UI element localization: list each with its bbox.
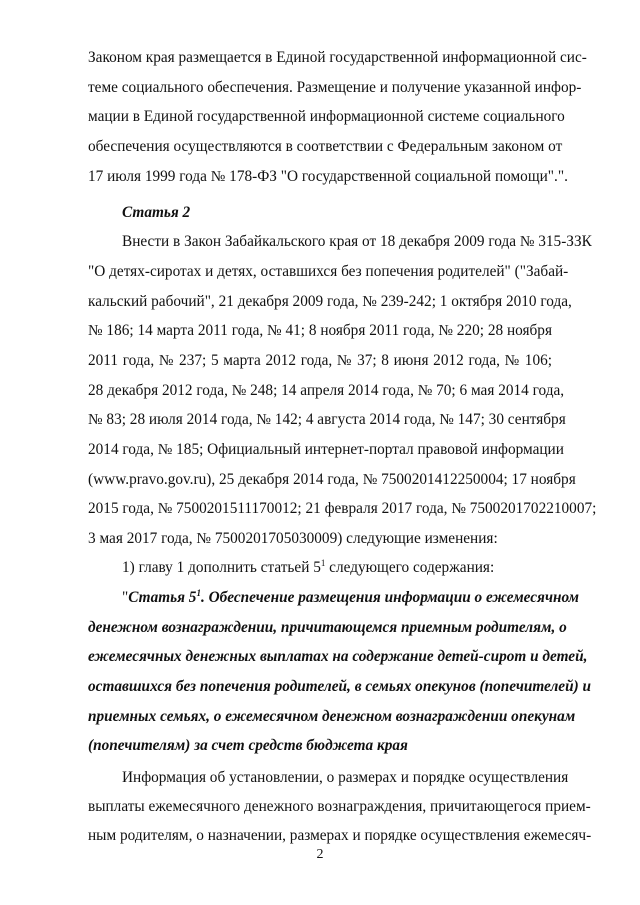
text-line: Внести в Закон Забайкальского края от 18 декабря 2009 года № 315-ЗЗК (122, 233, 592, 250)
article-title-line: денежном вознаграждении, причитающемся приемным родителям, о (88, 619, 567, 636)
text-span: . Обеспечение размещения информации о ежемесячном (200, 589, 580, 606)
text-line: мации в Единой государственной информационной системе социального (88, 108, 565, 125)
article-heading: Статья 2 (122, 204, 191, 221)
text-span: Статья 5 (128, 589, 197, 606)
quote-mark: " (122, 589, 129, 606)
superscript: 1 (196, 587, 201, 598)
text-line (122, 558, 552, 578)
article-title-line: приемных семьях, о ежемесячном денежном вознаграждении опекунам (88, 708, 576, 725)
text-line: 17 июля 1999 года № 178-ФЗ "О государственной социальной помощи".". (88, 168, 568, 185)
text-line: выплаты ежемесячного денежного вознаграждения, причитающегося прием- (88, 798, 591, 815)
article-title-line (122, 587, 580, 608)
text-line: (www.pravo.gov.ru), 25 декабря 2014 года, № 7500201412250004; 17 ноября (88, 471, 576, 488)
text-line: № 83; 28 июля 2014 года, № 142; 4 августа 2014 года, № 147; 30 сентября (88, 411, 566, 428)
text-line: теме социального обеспечения. Размещение и получение указанной инфор- (88, 79, 582, 96)
article-title-line: (попечителям) за счет средств бюджета края (88, 737, 408, 754)
article-title-line: оставшихся без попечения родителей, в семьях опекунов (попечителей) и (88, 678, 592, 695)
text-line: 2015 года, № 7500201511170012; 21 февраля 2017 года, № 7500201702210007; (88, 500, 597, 517)
text-line: 28 декабря 2012 года, № 248; 14 апреля 2014 года, № 70; 6 мая 2014 года, (88, 382, 565, 399)
text-line: обеспечения осуществляются в соответствии с Федеральным законом от (88, 138, 563, 155)
text-line: "О детях-сиротах и детях, оставшихся без попечения родителей" ("Забай- (88, 263, 569, 280)
article-title-line: ежемесячных денежных выплатах на содержание детей-сирот и детей, (88, 648, 588, 665)
text-span: 1) главу 1 дополнить статьей 5 (122, 559, 321, 576)
page-number: 2 (316, 847, 324, 862)
text-line: Информация об установлении, о размерах и порядке осуществления (122, 769, 569, 786)
text-line: 2011 года, № 237; 5 марта 2012 года, № 37; 8 июня 2012 года, № 106; (88, 352, 552, 369)
text-line: № 186; 14 марта 2011 года, № 41; 8 ноября 2011 года, № 220; 28 ноября (88, 322, 552, 339)
text-line: Законом края размещается в Единой государственной информационной сис- (88, 49, 587, 66)
superscript: 1 (320, 557, 326, 568)
text-line: 2014 года, № 185; Официальный интернет-портал правовой информации (88, 441, 564, 458)
text-span: следующего содержания: (325, 559, 495, 576)
text-line: кальский рабочий", 21 декабря 2009 года, № 239-242; 1 октября 2010 года, (88, 293, 572, 310)
text-line: 3 мая 2017 года, № 7500201705030009) следующие изменения: (88, 530, 498, 547)
text-line: ным родителям, о назначении, размерах и порядке осуществления ежемесяч- (88, 827, 592, 844)
